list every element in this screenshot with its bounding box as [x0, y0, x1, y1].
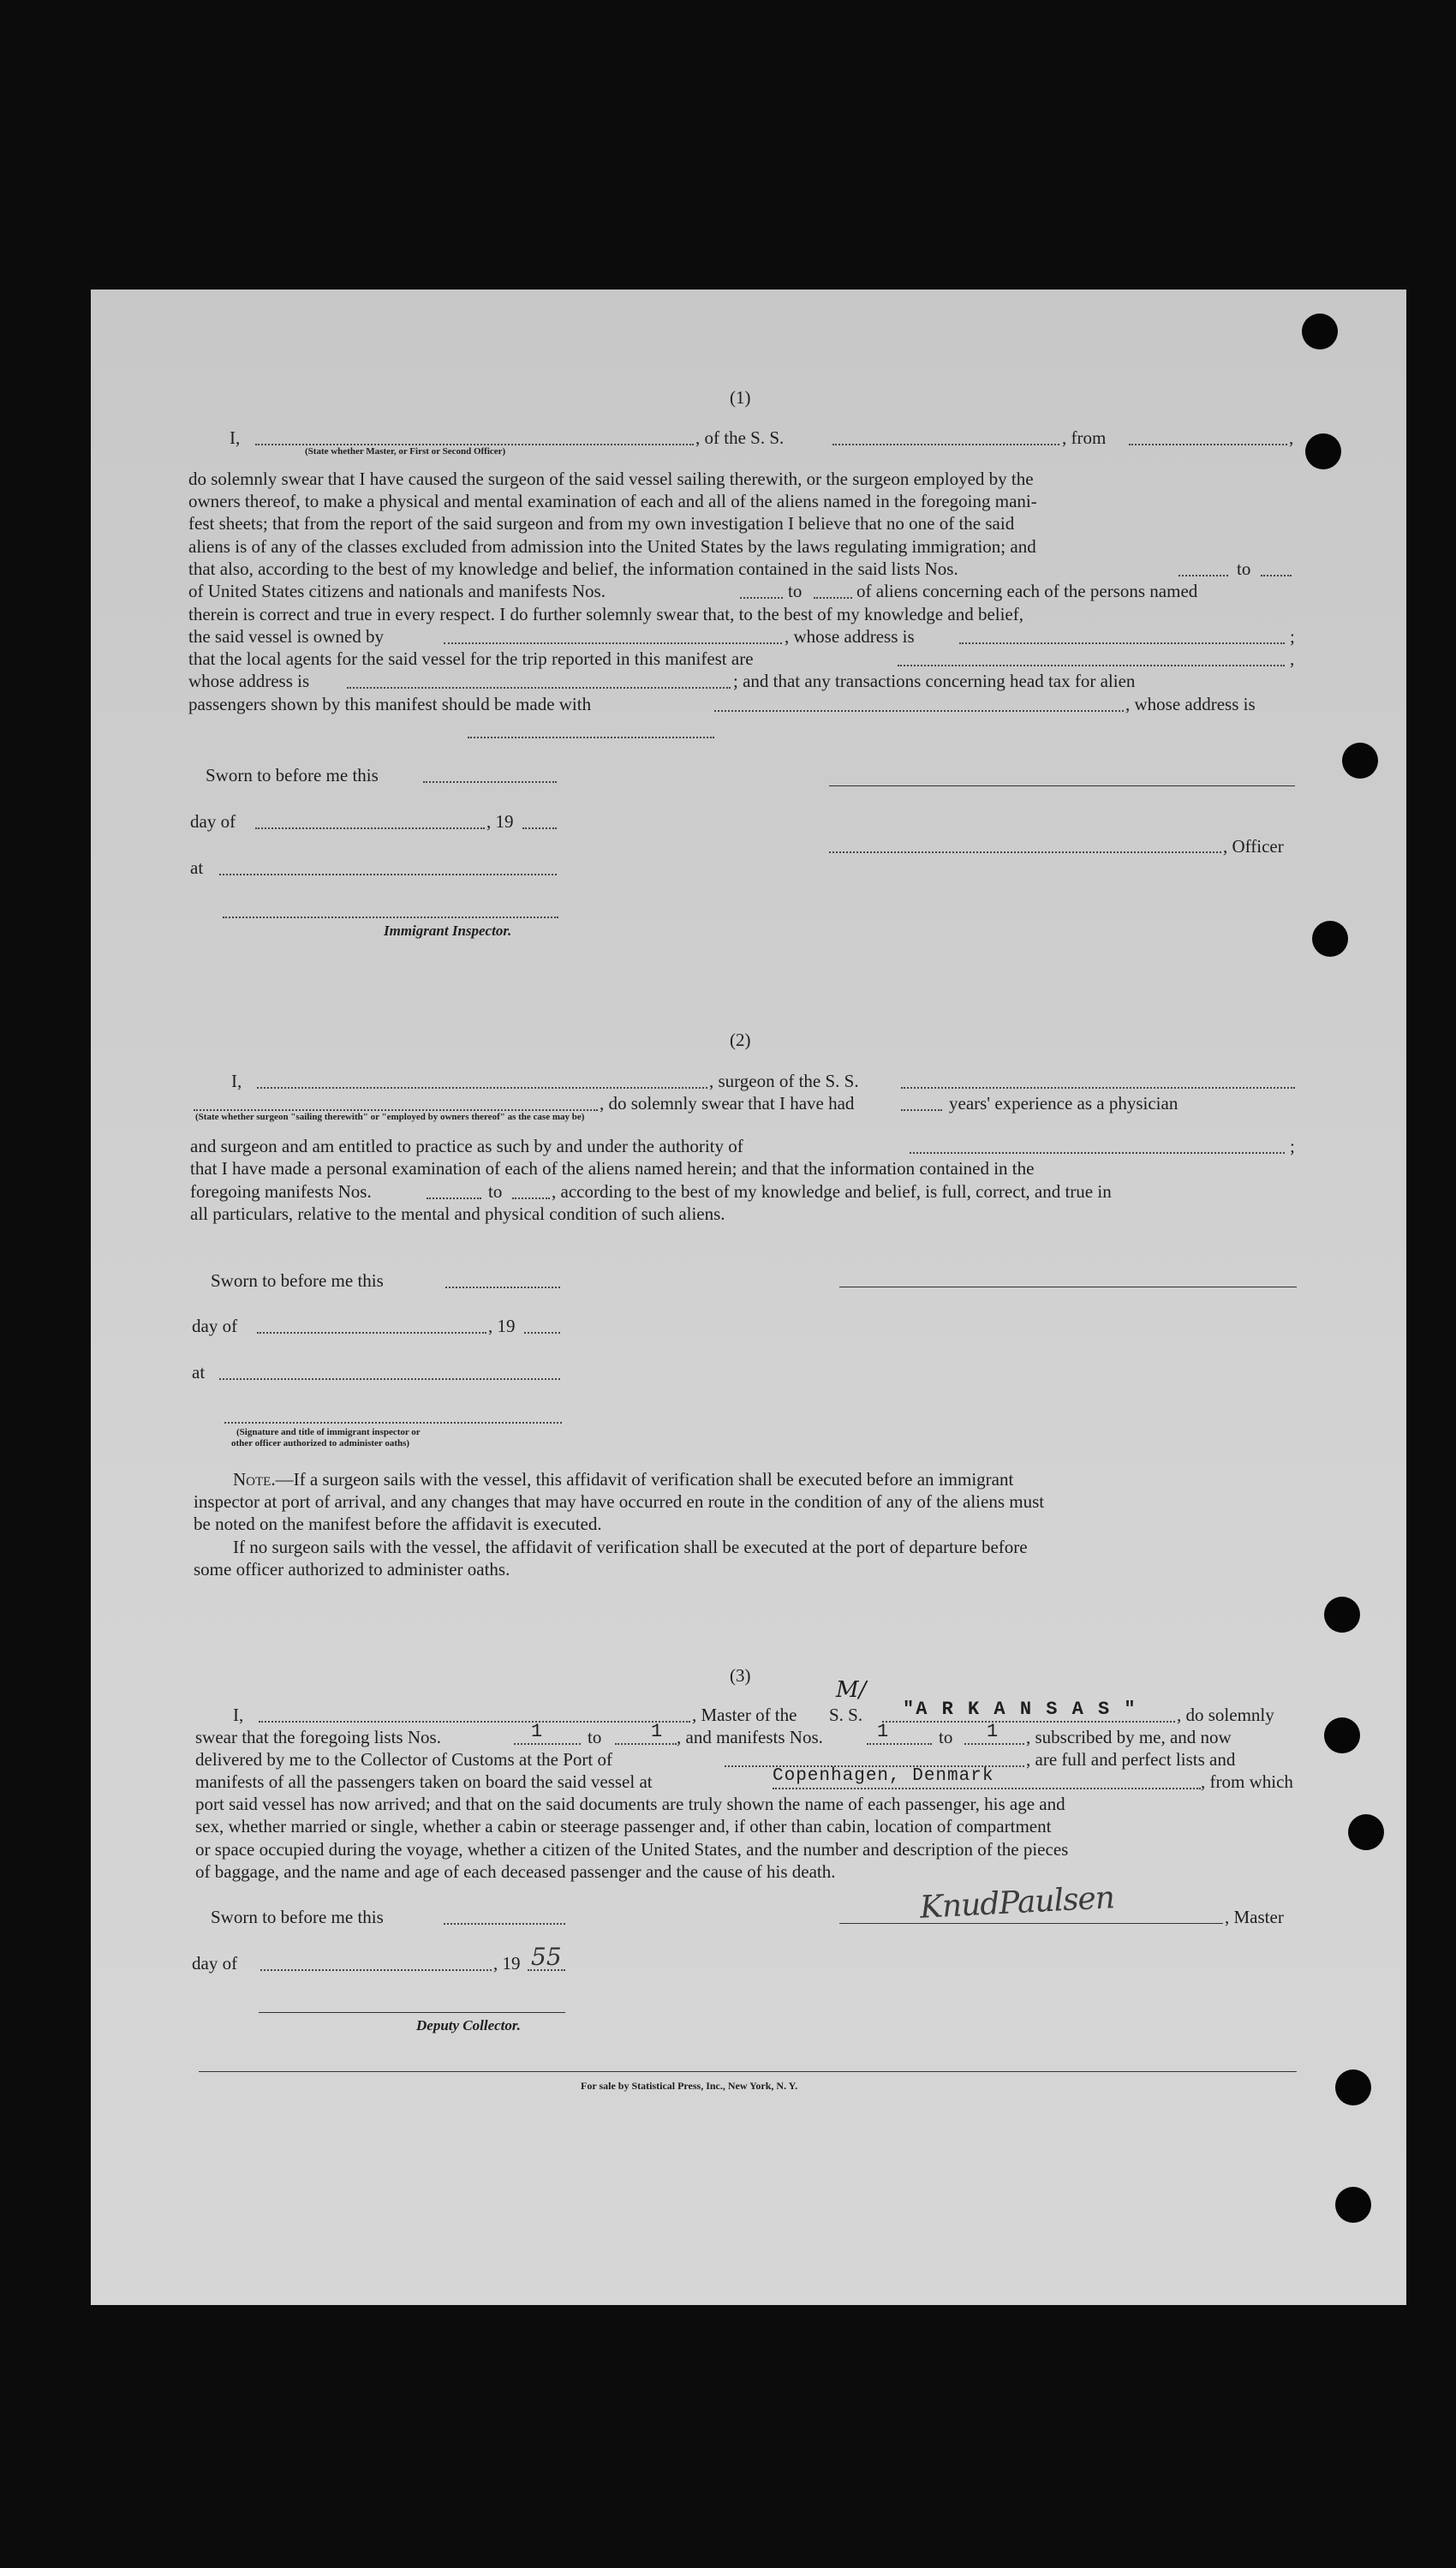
- head-tax-address-field[interactable]: [468, 737, 714, 738]
- s1-line-5: that also, according to the best of my knowledge and belief, the information contained in the said lists Nos.: [188, 558, 958, 579]
- s3-line-3a: delivered by me to the Collector of Customs at the Port of: [195, 1749, 612, 1770]
- section-1-number: (1): [730, 387, 751, 408]
- master-signature: KnudPaulsen: [919, 1880, 1115, 1926]
- s1-sworn-field[interactable]: [423, 781, 557, 783]
- s3-line-4b: , from which: [1201, 1771, 1293, 1792]
- s3-line-8: of baggage, and the name and age of each deceased passenger and the cause of his death.: [195, 1861, 836, 1882]
- footer-rule: [199, 2071, 1297, 2072]
- s1-line-8a: the said vessel is owned by: [188, 626, 385, 647]
- s3-master-of: , Master of the: [692, 1705, 797, 1725]
- s3-vessel-line: [882, 1721, 1175, 1723]
- officer-signature-line[interactable]: [829, 851, 1221, 853]
- master-signature-line[interactable]: [839, 1923, 1223, 1924]
- s1-line-6b: of aliens concerning each of the persons named: [856, 581, 1198, 601]
- s1-officer: , Officer: [1223, 836, 1284, 857]
- departure-port-value: Copenhagen, Denmark: [773, 1766, 994, 1786]
- s1-line-9: that the local agents for the said vessel for the trip reported in this manifest are: [188, 648, 754, 669]
- s1-line-2: owners thereof, to make a physical and mental examination of each and all of the aliens named in the foregoing mani-: [188, 491, 1037, 511]
- s1-day-field[interactable]: [255, 827, 485, 829]
- s2-day-of: day of: [192, 1316, 238, 1336]
- note-line-1: Note.—If a surgeon sails with the vessel, this affidavit of verification shall be executed before an immigrant: [233, 1469, 1014, 1490]
- s1-line-3: fest sheets; that from the report of the said surgeon and from my own investigation I believe that no one of the said: [188, 513, 1015, 534]
- s1-line-10b: ; and that any transactions concerning head tax for alien: [733, 671, 1136, 691]
- s1-line-6a: of United States citizens and nationals and manifests Nos.: [188, 581, 606, 601]
- year-handwritten: 55: [531, 1943, 562, 1971]
- s3-line-6: sex, whether married or single, whether a cabin or steerage passenger and, if other than cabin, location of compartment: [195, 1816, 1052, 1836]
- s2-line-5a: foregoing manifests Nos.: [190, 1181, 372, 1202]
- vessel-name-field[interactable]: [832, 444, 1059, 445]
- lists-to-field[interactable]: [1261, 575, 1292, 576]
- s3-line-2c: , subscribed by me, and now: [1026, 1727, 1232, 1747]
- s1-year-field[interactable]: [522, 827, 557, 829]
- lists-to-value: 1: [651, 1721, 665, 1742]
- s1-to-2: to: [788, 581, 803, 601]
- s1-line-4: aliens is of any of the classes excluded from admission into the United States by the laws regulating immigration; and: [188, 536, 1036, 557]
- s2-sig-caption-2: other officer authorized to administer oaths): [231, 1438, 410, 1448]
- s1-line-11a: passengers shown by this manifest should be made with: [188, 694, 592, 714]
- manifests-from-value: 1: [877, 1721, 891, 1742]
- head-tax-field[interactable]: [714, 710, 1124, 712]
- s3-i: I,: [233, 1705, 244, 1725]
- punch-hole: [1342, 743, 1378, 779]
- s2-manifests-from-field[interactable]: [427, 1197, 481, 1199]
- lists-from-value: 1: [531, 1721, 545, 1742]
- note-line-5: some officer authorized to administer oaths.: [194, 1559, 510, 1580]
- punch-hole: [1324, 1597, 1360, 1633]
- s3-sworn-field[interactable]: [444, 1923, 565, 1925]
- s2-manifests-to-field[interactable]: [512, 1197, 550, 1199]
- manifests-to-value: 1: [987, 1721, 1000, 1742]
- s2-line-4: that I have made a personal examination of each of the aliens named herein; and that the information contained in the: [190, 1158, 1035, 1179]
- s1-line-7: therein is correct and true in every respect. I do further solemnly swear that, to the best of my knowledge and belief,: [188, 604, 1023, 624]
- owner-field[interactable]: [444, 642, 782, 644]
- s1-line-10a: whose address is: [188, 671, 310, 691]
- lists-from-field[interactable]: [1179, 575, 1228, 576]
- s3-line-7: or space occupied during the voyage, whether a citizen of the United States, and the number and description of the pieces: [195, 1839, 1069, 1860]
- s3-day-of: day of: [192, 1953, 238, 1974]
- s1-i: I,: [230, 427, 241, 448]
- s3-line-4a: manifests of all the passengers taken on board the said vessel at: [195, 1771, 653, 1792]
- punch-hole: [1348, 1814, 1384, 1850]
- s1-at: at: [190, 857, 204, 878]
- s2-vessel-field[interactable]: [901, 1087, 1295, 1089]
- s2-i: I,: [231, 1071, 242, 1091]
- punch-hole: [1324, 1717, 1360, 1753]
- s3-line-2b: , and manifests Nos.: [677, 1727, 823, 1747]
- note-line-4: If no surgeon sails with the vessel, the affidavit of verification shall be executed at the port of departure before: [233, 1537, 1028, 1557]
- punch-hole: [1302, 314, 1338, 349]
- s3-to-2: to: [939, 1727, 953, 1747]
- punch-hole: [1312, 921, 1348, 957]
- s1-from: , from: [1062, 427, 1107, 448]
- owner-address-field[interactable]: [959, 642, 1285, 644]
- s1-day-of: day of: [190, 811, 236, 832]
- note-line-3: be noted on the manifest before the affidavit is executed.: [194, 1514, 602, 1534]
- s3-line-5: port said vessel has now arrived; and that on the said documents are truly shown the name of each passenger, his age and: [195, 1794, 1065, 1814]
- manifests-from-field[interactable]: [740, 597, 783, 599]
- agents-field[interactable]: [898, 665, 1285, 666]
- s2-line-3: and surgeon and am entitled to practice as such by and under the authority of: [190, 1136, 743, 1156]
- s3-day-field[interactable]: [260, 1969, 492, 1971]
- surgeon-name-field[interactable]: [257, 1087, 707, 1089]
- s2-sworn-field[interactable]: [445, 1287, 560, 1288]
- s3-master: , Master: [1225, 1907, 1284, 1927]
- from-field[interactable]: [1129, 444, 1287, 445]
- s3-line-2a: swear that the foregoing lists Nos.: [195, 1727, 441, 1747]
- s2-sworn: Sworn to before me this: [211, 1270, 384, 1291]
- surgeon-hint: (State whether surgeon "sailing therewith" or "employed by owners thereof" as the case may be): [195, 1112, 585, 1122]
- note-line-2: inspector at port of arrival, and any changes that may have occurred en route in the condition of any of the aliens must: [194, 1491, 1045, 1512]
- s2-at: at: [192, 1362, 206, 1383]
- manifests-to-field[interactable]: [814, 597, 852, 599]
- years-field[interactable]: [901, 1109, 942, 1111]
- s1-to: to: [1237, 558, 1251, 579]
- s1-at-field[interactable]: [219, 874, 557, 875]
- section-2-number: (2): [730, 1030, 751, 1050]
- immigrant-inspector-label: Immigrant Inspector.: [384, 923, 512, 939]
- s2-years: years' experience as a physician: [949, 1093, 1179, 1114]
- section-3-number: (3): [730, 1665, 751, 1686]
- s2-line-6: all particulars, relative to the mental and physical condition of such aliens.: [190, 1203, 725, 1224]
- s3-nineteen: , 19: [493, 1953, 521, 1974]
- s1-nineteen: , 19: [486, 811, 514, 832]
- deputy-collector-label: Deputy Collector.: [416, 2017, 521, 2033]
- s2-to: to: [488, 1181, 503, 1202]
- s2-year-field[interactable]: [524, 1332, 560, 1334]
- s1-line-1: do solemnly swear that I have caused the surgeon of the said vessel sailing therewith, or the surgeon employed by the: [188, 469, 1034, 489]
- master-hint: (State whether Master, or First or Second Officer): [305, 446, 506, 457]
- punch-hole: [1335, 2069, 1371, 2105]
- surgeon-status-field[interactable]: [194, 1109, 598, 1111]
- s3-to-1: to: [588, 1727, 602, 1747]
- s2-swear: , do solemnly swear that I have had: [600, 1093, 855, 1114]
- agents-address-field[interactable]: [347, 687, 731, 689]
- s2-inspector-line[interactable]: [224, 1422, 562, 1424]
- footer-imprint: For sale by Statistical Press, Inc., New York, N. Y.: [581, 2080, 798, 2092]
- authority-field[interactable]: [910, 1152, 1285, 1154]
- note-label: Note.: [233, 1469, 276, 1490]
- s3-master-name-field[interactable]: [259, 1721, 690, 1723]
- s2-day-field[interactable]: [257, 1332, 486, 1334]
- s2-surgeon-of: , surgeon of the S. S.: [709, 1071, 859, 1091]
- s3-ss: S. S.: [829, 1705, 863, 1725]
- s1-signature-line[interactable]: [829, 785, 1295, 786]
- s1-line-11b: , whose address is: [1125, 694, 1256, 714]
- s3-line-3b: , are full and perfect lists and: [1026, 1749, 1236, 1770]
- s2-at-field[interactable]: [219, 1378, 560, 1380]
- master-name-field[interactable]: [255, 444, 694, 445]
- inspector-signature-line[interactable]: [223, 917, 558, 918]
- s2-sig-caption-1: (Signature and title of immigrant inspector or: [236, 1427, 421, 1437]
- punch-hole: [1335, 2187, 1371, 2223]
- s3-sworn: Sworn to before me this: [211, 1907, 384, 1927]
- s2-line-5b: , according to the best of my knowledge and belief, is full, correct, and true in: [552, 1181, 1112, 1202]
- s2-nineteen: , 19: [488, 1316, 516, 1336]
- s1-of-ss: , of the S. S.: [695, 427, 785, 448]
- deputy-collector-line[interactable]: [259, 2012, 565, 2013]
- m-overwrite: M/: [836, 1677, 867, 1703]
- punch-hole: [1305, 433, 1341, 469]
- s1-line-8b: , whose address is: [785, 626, 915, 647]
- s3-swear: , do solemnly: [1177, 1705, 1274, 1725]
- vessel-name: "A R K A N S A S ": [903, 1699, 1137, 1720]
- s1-sworn: Sworn to before me this: [206, 765, 379, 785]
